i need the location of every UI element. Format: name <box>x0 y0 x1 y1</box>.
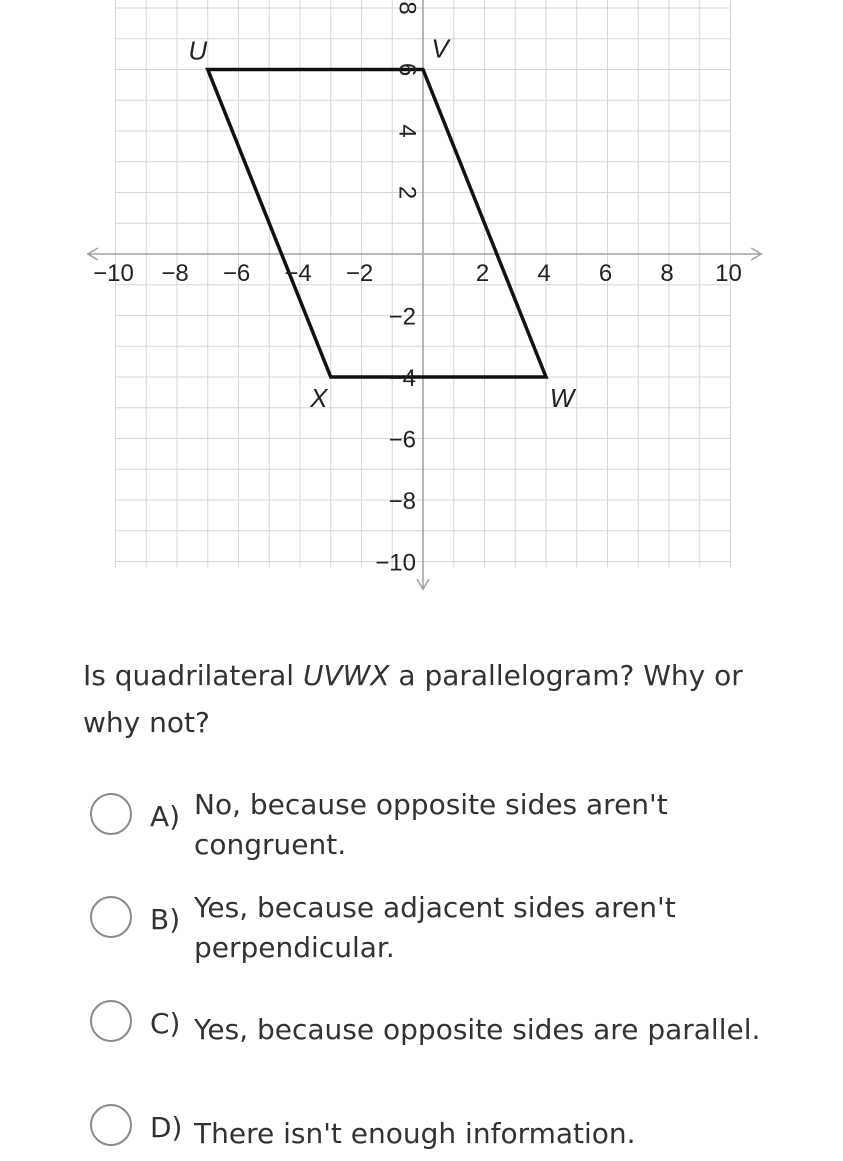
y-tick-label: −6 <box>388 426 416 454</box>
x-tick-label: −8 <box>161 260 189 287</box>
choice-a[interactable] <box>88 788 808 861</box>
question-prefix: Is quadrilateral <box>83 659 303 692</box>
y-tick-label: 4 <box>393 124 421 138</box>
choice-b[interactable] <box>88 891 808 964</box>
axes <box>88 0 761 589</box>
choice-a-letter: A) <box>150 800 181 833</box>
tick-labels <box>93 1 742 576</box>
y-tick-label: 2 <box>393 185 421 200</box>
choice-d-text: There isn't enough information. <box>194 1117 636 1150</box>
x-tick-label: 2 <box>475 260 490 287</box>
x-tick-label: −10 <box>93 260 134 287</box>
choice-b-text: Yes, because adjacent sides aren't perpendicular. <box>194 891 676 964</box>
choice-c[interactable] <box>88 997 808 1057</box>
shape-name: UVWX <box>302 659 390 692</box>
vertex-label-u: U <box>188 35 208 66</box>
question-text <box>83 652 783 746</box>
x-tick-label: −4 <box>284 260 312 287</box>
x-tick-label: 4 <box>537 260 551 287</box>
x-tick-label: 8 <box>660 260 674 287</box>
choice-c-letter: C) <box>150 1007 181 1040</box>
x-tick-label: 10 <box>715 260 742 287</box>
vertex-label-v: V <box>431 33 449 64</box>
choice-d-letter: D) <box>150 1111 183 1144</box>
y-tick-label: −8 <box>388 488 416 515</box>
y-tick-label: 6 <box>393 62 421 77</box>
question-suffix: a parallelogram? Why or why not? <box>83 659 743 739</box>
radio-d[interactable] <box>90 1104 132 1146</box>
x-tick-label: −6 <box>222 260 251 287</box>
x-tick-label: 6 <box>598 260 613 287</box>
choice-d[interactable] <box>88 1101 808 1161</box>
vertex-label-x: X <box>310 383 328 413</box>
choice-b-letter: B) <box>150 903 181 936</box>
radio-c[interactable] <box>90 1000 132 1042</box>
choice-c-text: Yes, because opposite sides are parallel. <box>194 1013 761 1046</box>
vertex-label-w: W <box>549 383 575 413</box>
y-tick-label: −10 <box>375 549 416 577</box>
y-tick-label: −4 <box>388 365 416 392</box>
radio-b[interactable] <box>90 896 132 938</box>
y-tick-label: 8 <box>393 1 421 15</box>
x-tick-label: −2 <box>345 260 374 287</box>
y-tick-label: −2 <box>388 303 416 331</box>
radio-a[interactable] <box>90 793 132 835</box>
choice-a-text: No, because opposite sides aren't congruent. <box>194 788 668 861</box>
